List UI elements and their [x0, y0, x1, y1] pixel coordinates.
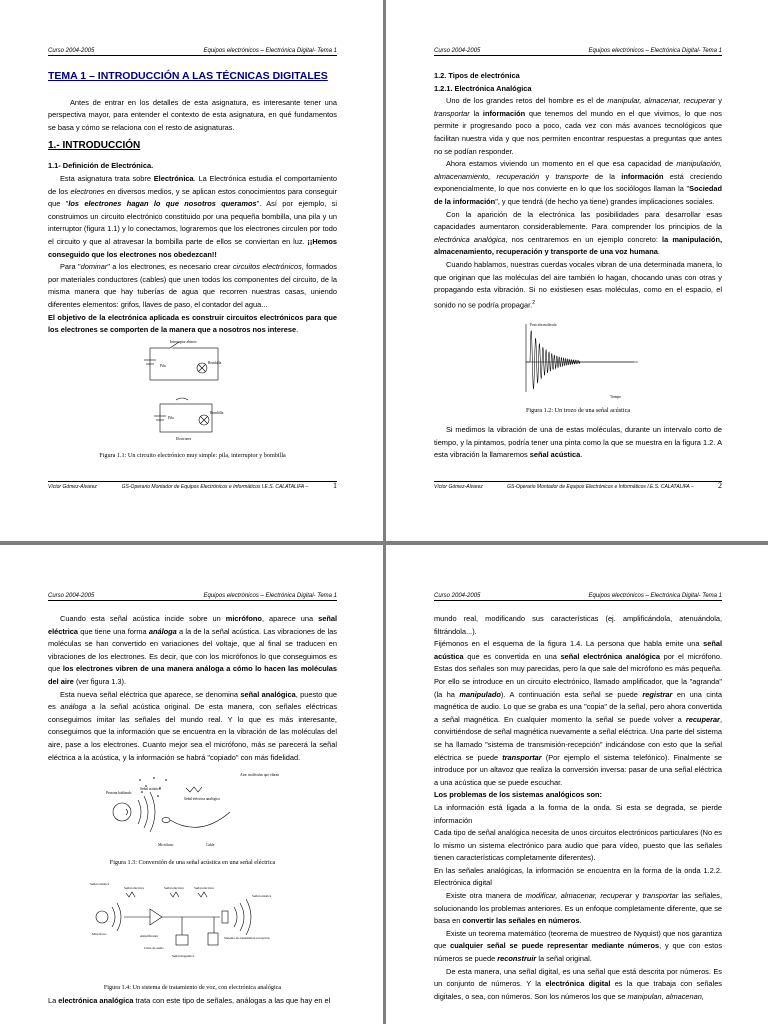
text: en una cinta magnética de audio. Lo que se graba es una "copia" de la señal, pero ahora convertida a señal magnética. En cualquier momento la señal se puede volver a [434, 689, 722, 724]
page-title: TEMA 1 – INTRODUCCIÓN A LAS TÉCNICAS DIGITALES [48, 70, 328, 82]
paragraph [434, 259, 722, 312]
text: recuperar [685, 714, 720, 724]
text: señal acústica [434, 639, 722, 661]
text: , formados por materiales conductores (cables) que unen todos los componentes del circuito, de la misma manera que hay tuberías de agua que recorren nuestras casas, uniendo diferentes elementos: grifos, llaves de paso, el contador del agua... [48, 262, 337, 309]
current-arrow-icon [176, 398, 188, 400]
figure-caption: Figura 1.4: Un sistema de tratamiento de voz, con electrónica analógica [103, 984, 282, 991]
page-footer [48, 481, 337, 490]
text: micrófono [225, 614, 262, 623]
text: , puesto que es [48, 689, 337, 712]
page-number: 1 [333, 481, 337, 490]
text: ¡¡Hemos conseguido que los electrones nos obedezcan!! [48, 236, 337, 259]
paragraph [48, 173, 337, 261]
page-body [434, 613, 722, 1003]
person-head-icon [113, 803, 131, 821]
list-item: En las señales analógicas, la información se encuentra en la forma de la onda 1.2.2. Electrónica digital [434, 865, 722, 888]
text: señal analógica [240, 689, 296, 699]
label-s2: Señal eléctrica [124, 886, 144, 890]
label-tape: Cinta de audio [144, 946, 164, 950]
text: cualquier señal se puede representar mediante números [450, 941, 660, 951]
text: en diversos medios, y se aplican estos conocimientos para conseguir que " [48, 186, 337, 209]
subsection-heading: 1.2.1. Electrónica Analógica [434, 83, 532, 93]
paragraph [434, 966, 722, 1004]
list-item: Cada tipo de señal analógica necesita de unos circuitos electrónicos particulares (No es lo mismo un sistema electrónico para audio que para vídeo, puesto que las señales tienen características completamente diferentes). [434, 828, 722, 863]
text: Los problemas de los sistemas analógicos son: [434, 790, 602, 800]
text: , y que con estos números se puede [434, 941, 723, 964]
page-number: 2 [718, 481, 722, 490]
label-s1: Señal acústica [90, 882, 110, 886]
text: la manipulación, almacenamiento, recuperación y transporte de una voz humana [434, 234, 723, 257]
y-axis-label: Posición molécula [530, 323, 557, 327]
label-air: Aire: moléculas que vibran [240, 773, 280, 777]
paragraph [48, 312, 337, 337]
text: convertir las señales en números [462, 916, 580, 926]
text: Existe un teorema matemático (teorema de muestreo de Nyquist) que nos garantiza que [434, 928, 722, 951]
intro-paragraph: Antes de entrar en los detalles de esta asignatura, es interesante tener una perspectiva mayor, para entender el contexto de esta asignatura, en qué fundamentos se basa y cómo se relaciona con el resto de asignaturas. [48, 97, 337, 132]
text: De esta manera, una señal digital, es una señal que está descrita por números. Es un conjunto de números. Y la [434, 966, 722, 989]
text: electrónica analógica [58, 996, 134, 1005]
label-s4: Señal eléctrica [194, 886, 214, 890]
electric-signal-icon [186, 787, 202, 792]
page-header [48, 48, 337, 56]
text: que tenemos del mundo en el que vivimos, lo que nos permite ir progresando poco a poco, cada vez con más avances tecnológicos que facilitan nuestra vida y que nos permiten encontrar respuestas a preguntas que antes no se podían responder. [434, 108, 723, 156]
text: información [482, 108, 526, 118]
subsection-heading: 1.2. Tipos de electrónica [434, 71, 520, 80]
text: la señal original. [536, 954, 592, 964]
text: las señales, solucionando los problemas anteriores. Es un enfoque completamente diferente, que se basa en [434, 891, 723, 926]
figure-caption: Figura 1.1: Un circuito electrónico muy simple: pila, interruptor y bombilla [99, 452, 286, 459]
text: Uno de los grandes retos del hombre es el de [446, 96, 608, 106]
text: transportar [434, 108, 470, 118]
text: ". Así por ejemplo, si construimos un circuito electrónico constituido por una pequeña bombilla, una pila y un interruptor (figura 1.1) y lo conectamos, lograremos que los electrones circulen por todo el circuito y que al atravesar la bombilla parte de ellos se conviertan en luz. [48, 199, 337, 246]
text: circuitos electrónicos [232, 262, 302, 272]
text: y [539, 171, 556, 181]
text: Cuando esta señal acústica incide sobre un [60, 614, 226, 623]
paragraph [434, 209, 722, 259]
amplifier-icon [150, 909, 162, 925]
page-body [434, 70, 722, 312]
paragraph [434, 95, 722, 158]
page-3 [0, 545, 383, 1024]
page-body-lower [434, 424, 722, 462]
text: electrones [70, 186, 105, 196]
figure-caption: Figura 1.2: Un trozo de una señal acústica [525, 407, 631, 414]
text: manipulan, almacenan, [627, 991, 704, 1001]
text: Ahora estamos viviendo un momento en el que esa capacidad de [446, 159, 677, 169]
text: trata con este tipo de señales, análogas a las que hay en el [133, 996, 331, 1005]
label-s5: Señal acústica [252, 894, 272, 898]
page-footer [434, 481, 722, 490]
label-electric: Señal eléctrica analógica [184, 797, 220, 801]
text: a la señal acústica original. De esta manera, con señales eléctricas conseguimos imitar las señales del mundo real. Y lo que es más interesante, conseguimos que la información que se encuentra en la vibración de las moléculas del aire, pase a los electrones. Cuanto mejor sea el micrófono, más se parecerá la señal eléctrica a la acústica, y la información se habrá "copiado" con más fidelidad. [48, 702, 338, 762]
sound-wave-icon [112, 907, 115, 927]
text: manipular, almacenar, recuperar [607, 96, 716, 106]
text: dominar [80, 262, 108, 272]
text: está creciendo exponencialmente, lo que nos convierte en lo que los sociólogos llaman la " [434, 171, 723, 194]
label-s3: Señal eléctrica [164, 886, 184, 890]
microphone-icon [162, 817, 170, 822]
section-heading: 1.- INTRODUCCIÓN [48, 140, 141, 152]
text: , convirtiéndose de señal magnética nuevamente a señal eléctrica. Una parte del sistema se ha llamado "sistema de transmisión-recepción" indicándose con esto que la señal eléctrica se puede [434, 714, 722, 762]
text: manipulación, almacenamiento, recuperación [434, 159, 722, 181]
text: señal electrónica analógica [560, 651, 660, 661]
header-course: Curso 2004-2005 [48, 593, 95, 599]
text: . [657, 247, 660, 257]
text: transporte [555, 171, 589, 181]
figure-1-3 [100, 770, 280, 852]
text: Cuando hablamos, nuestras cuerdas vocales vibran de una determinada manera, lo que originan que las moléculas del aire también lo hagan, chocando unas con otras y propagando esta vibración. Si no existiesen esas moléculas, como en el espacio, el sonido no se podría propagar. [434, 259, 722, 310]
text: modificar, almacenar, recuperar [525, 891, 632, 901]
subsection-heading: 1.1- Definición de Electrónica. [48, 161, 154, 171]
text: análoga [60, 702, 87, 712]
text: Existe otra manera de [446, 891, 526, 901]
x-axis-label: Tiempo [610, 395, 622, 399]
label-mic: Micrófono [158, 843, 174, 847]
paragraph [48, 613, 337, 689]
text: electrónica analógica [434, 234, 506, 244]
header-course: Curso 2004-2005 [48, 48, 95, 54]
label-battery: Pila [160, 364, 166, 368]
text: y [715, 96, 722, 106]
text: Esta asignatura trata sobre [60, 173, 154, 183]
label-tx: Sistema de transmisión recepción [224, 936, 270, 940]
figure-1-1 [130, 340, 240, 450]
page-4 [386, 545, 768, 1024]
page-header [434, 593, 722, 601]
text: a la de la señal acústica. Las vibraciones de las moléculas se han convertido en variaciones del voltaje, que al final se traducen en vibraciones de los electrones. Es decir, que con los micrófonos lo que conseguimos es que [48, 626, 337, 674]
text: análoga [148, 626, 177, 636]
text: Si medimos la vibración de una de estas moléculas, durante un intervalo corto de tiempo, y la pintamos, podría tener una pinta como la que se muestra en la figura 1.2. A esta vibración la llamaremos [434, 425, 722, 460]
speaker-icon [222, 911, 228, 923]
list-item: La información está ligada a la forma de la onda. Si esta se degrada, se pierde información [434, 802, 722, 825]
label-switch: Interruptor abierto [170, 340, 197, 344]
paragraph [434, 638, 722, 789]
label-bulb: Bombilla [208, 361, 222, 365]
page-2 [386, 0, 768, 541]
label-acoustic: Señal acústica [140, 787, 161, 791]
person-head-icon [96, 911, 108, 923]
text: . [580, 450, 583, 460]
footer-institution: GS-Operario Montador de Equipos Electrónicos e Informáticos I.E.S. CALATALIFA – [507, 484, 694, 490]
text: señal eléctrica [48, 614, 337, 636]
page-header [434, 48, 722, 56]
paragraph [48, 261, 337, 311]
text: (ver figura 1.3). [73, 676, 127, 686]
paragraph [48, 689, 337, 765]
label-battery-2: Pila [168, 416, 174, 420]
label-bulb-2: Bombilla [210, 411, 224, 415]
text: la [469, 108, 483, 118]
text: El objetivo de la electrónica aplicada es construir circuitos electrónicos para que los electrones se comporten de la manera que a nosotros nos interese [48, 312, 337, 335]
label-person: Persona hablando [106, 791, 132, 795]
header-course: Curso 2004-2005 [434, 48, 481, 54]
text: ", y que tendrá (de hecho ya tiene) grandes implicaciones sociales. [495, 196, 715, 206]
tape-icon [176, 935, 188, 945]
text: los electrones hagan lo que nosotros queramos [68, 199, 257, 209]
text: información [621, 171, 664, 181]
text: manipulado [459, 689, 501, 699]
text: Esta nueva señal eléctrica que aparece, se denomina [60, 689, 241, 699]
header-subject: Equipos electrónicos – Electrónica Digital- Tema 1 [588, 48, 722, 54]
paragraph [434, 424, 722, 462]
text: (Por ejemplo el sistema telefónico). Finalmente se introduce por un altavoz que realiza la conversión inversa: pasar de una señal eléctrica a una acústica que se puede escuchar. [434, 752, 723, 787]
page-body [48, 70, 337, 337]
paragraph [48, 995, 337, 1008]
text: transportar [642, 891, 679, 901]
page-body [48, 613, 337, 764]
figure-1-2 [506, 318, 646, 400]
header-subject: Equipos electrónicos – Electrónica Digital- Tema 1 [203, 593, 337, 599]
figure-caption: Figura 1.3: Conversión de una señal acústica en una señal eléctrica [109, 859, 276, 866]
text: . [579, 916, 582, 926]
footer-institution: GS-Operario Montador de Equipos Electrónicos e Informáticos I.E.S. CALATALIFA – [121, 484, 309, 490]
text: Con la aparición de la electrónica las posibilidades para desarrollar esas capacidades aumentaron considerablemente. Para comprender los principios de la [434, 209, 722, 232]
paragraph [434, 928, 722, 966]
text: , nos centraremos en un ejemplo concreto: [505, 234, 663, 244]
text: . La Electrónica estudia el comportamiento de los [48, 173, 337, 196]
text: señal acústica [529, 450, 581, 460]
text: reconstruir [497, 954, 537, 964]
paragraph: mundo real, modificando sus características (ej. amplificándola, atenuándola, filtrándola...). [434, 614, 722, 636]
label-cable: Cable [206, 843, 215, 847]
page-1 [0, 0, 383, 541]
label-electrons: Electrones [176, 437, 192, 441]
header-course: Curso 2004-2005 [434, 593, 481, 599]
text: los electrones vibren de una manera análoga a cómo lo hacen las moléculas del aire [48, 664, 337, 686]
text: , aparece una [261, 614, 319, 623]
text: . [296, 325, 299, 335]
text: electrónica digital [545, 979, 611, 989]
text: " a los electrones, es necesario crear [107, 262, 233, 272]
footer-author: Víctor Gómez-Alvarez [434, 484, 483, 490]
text: y [631, 891, 643, 901]
header-subject: Equipos electrónicos – Electrónica Digital- Tema 1 [203, 48, 337, 54]
text: Sociedad de la información [434, 184, 722, 206]
sound-wave-icon [138, 800, 141, 824]
transmission-box-icon [208, 933, 218, 945]
label-mag: Señal magnética [172, 954, 195, 958]
list-heading [434, 789, 722, 802]
cable-wire [170, 812, 230, 827]
text: Electrónica [153, 173, 194, 183]
text: transportar [502, 752, 542, 762]
page-header [48, 593, 337, 601]
text: de la [588, 171, 622, 181]
page-body-lower [48, 995, 337, 1008]
text: que es convertida en una [463, 651, 561, 661]
text: registrar [642, 689, 673, 699]
label-mic: Micrófono [92, 932, 107, 936]
text: Fijémonos en el esquema de la figura 1.4. La persona que habla emite una [434, 639, 704, 649]
footnote-mark: 2 [532, 299, 535, 306]
label-amp: Amplificador [140, 934, 159, 938]
text: es la que trabaja con señales digitales, o sea, con números. Son los números los que se [434, 979, 722, 1001]
paragraph [434, 158, 722, 208]
text: que tiene una forma [78, 626, 149, 636]
text: ). A continuación esta señal se puede [500, 689, 643, 699]
figure-1-4 [90, 877, 290, 983]
text: La [48, 996, 59, 1005]
text: por el micrófono. Estas dos señales son muy parecidas, pero la que sale del micrófono es más pequeña. Por ello se introduce en un circuito electrónico, llamado amplificador, que la "agranda" (la ha [434, 651, 722, 699]
text: Para " [60, 262, 81, 272]
paragraph [434, 890, 722, 928]
footer-author: Víctor Gómez-Alvarez [48, 484, 97, 490]
acoustic-wave [526, 331, 634, 390]
header-subject: Equipos electrónicos – Electrónica Digital- Tema 1 [588, 593, 722, 599]
